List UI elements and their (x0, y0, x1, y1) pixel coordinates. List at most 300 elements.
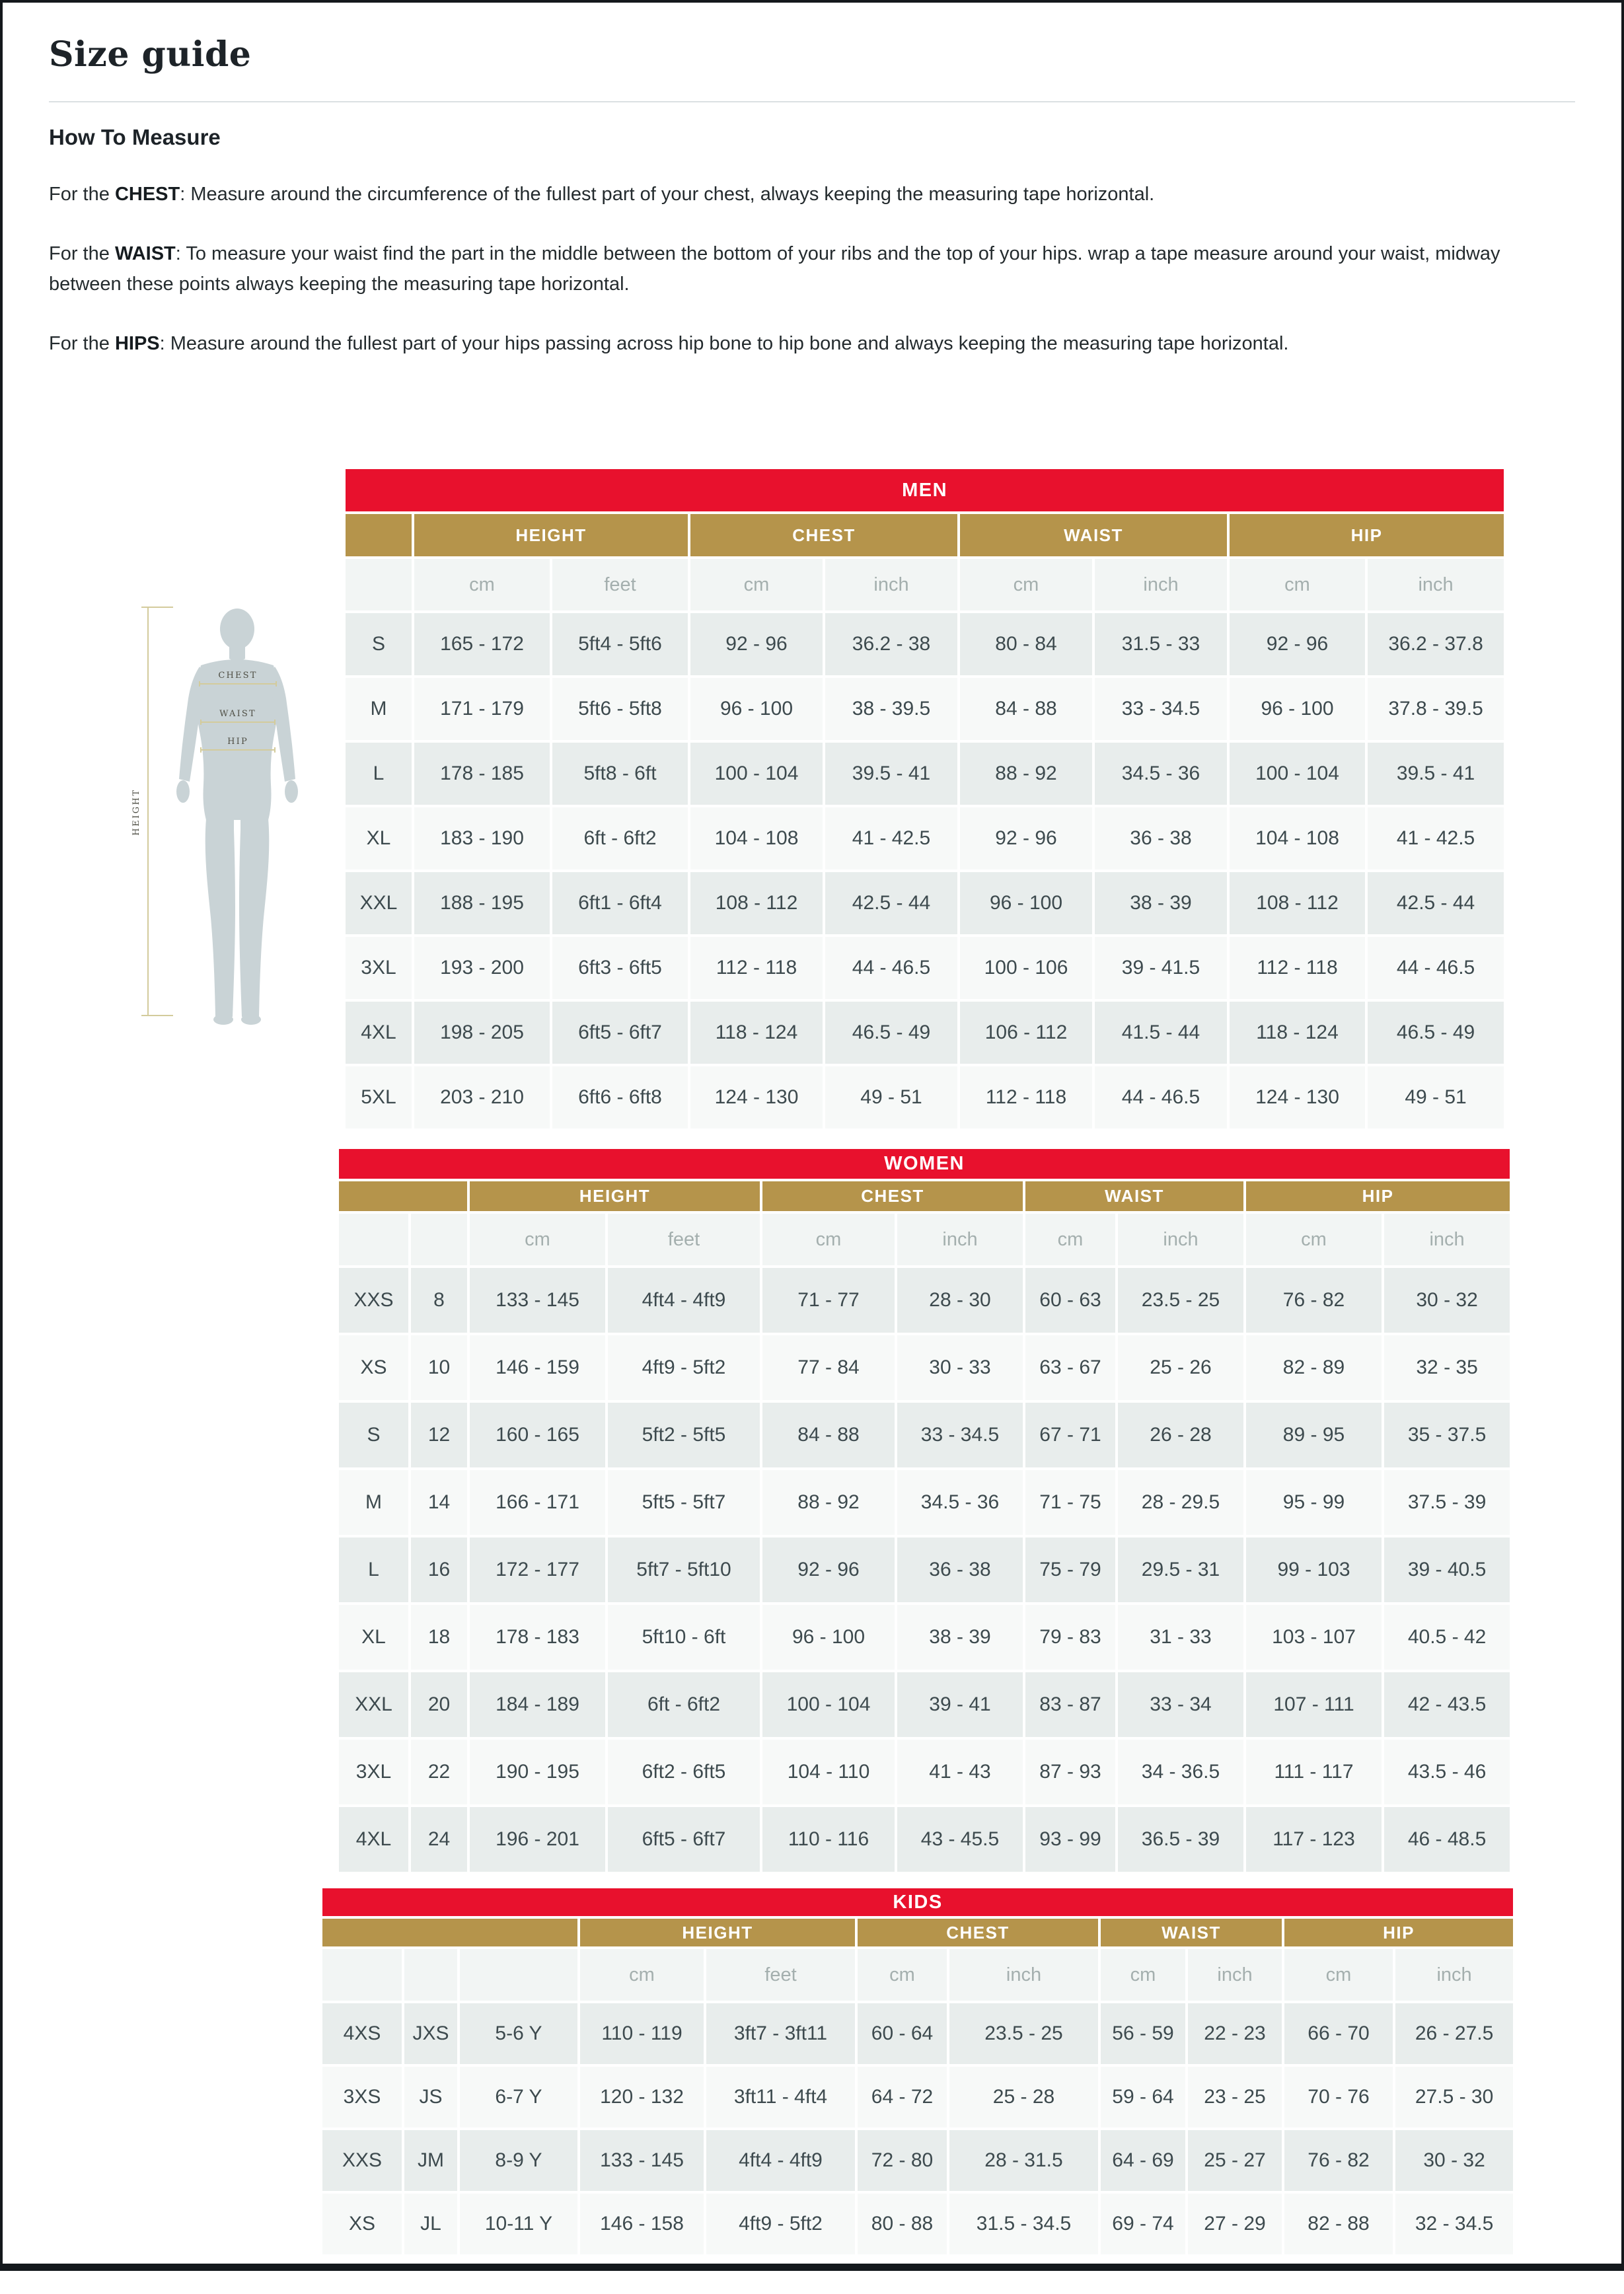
women-size-table-section (336, 1146, 1487, 1874)
figure-height-label: HEIGHT (131, 788, 141, 836)
measurement-cell: 46.5 - 49 (1368, 1002, 1504, 1064)
measurement-cell: 32 - 35 (1384, 1335, 1510, 1400)
measurement-cell: 100 - 104 (762, 1672, 895, 1737)
measurement-cell: 110 - 116 (762, 1807, 895, 1872)
measurement-cell: 49 - 51 (825, 1066, 957, 1128)
size-row (346, 872, 1504, 934)
measurement-cell: 117 - 123 (1246, 1807, 1382, 1872)
measurement-cell: 80 - 88 (858, 2194, 947, 2254)
unit-label: inch (1384, 1214, 1510, 1265)
size-label-cell: 8 (411, 1268, 467, 1333)
measure-term: CHEST (114, 184, 180, 205)
measurement-cell: 38 - 39.5 (825, 678, 957, 740)
how-to-measure-heading: How To Measure (49, 125, 221, 149)
measurement-cell: 41 - 42.5 (825, 807, 957, 870)
size-row (346, 1002, 1504, 1064)
size-label-cell: S (339, 1403, 408, 1467)
measurement-cell: 39.5 - 41 (825, 743, 957, 805)
size-row (339, 1807, 1510, 1872)
measurement-cell: 33 - 34.5 (897, 1403, 1023, 1467)
measurement-cell: 4ft4 - 4ft9 (706, 2130, 855, 2191)
measurement-cell: 66 - 70 (1284, 2003, 1393, 2064)
size-row (339, 1672, 1510, 1737)
measure-instruction: For the CHEST: Measure around the circumference of the fullest part of your chest, always keeping the measuring tape horizontal. (49, 184, 1155, 205)
size-row (322, 2003, 1513, 2064)
measurement-cell: 95 - 99 (1246, 1470, 1382, 1535)
measurement-cell: 92 - 96 (690, 613, 823, 675)
size-row (339, 1605, 1510, 1670)
size-label-cell: 16 (411, 1537, 467, 1602)
measurement-cell: 37.5 - 39 (1384, 1470, 1510, 1535)
measurement-cell: 60 - 64 (858, 2003, 947, 2064)
measurement-cell: 5ft4 - 5ft6 (552, 613, 688, 675)
size-row (346, 613, 1504, 675)
figure-chest-label: CHEST (218, 671, 258, 681)
measurement-cell: 25 - 27 (1188, 2130, 1282, 2191)
size-label-cell: 5-6 Y (460, 2003, 577, 2064)
measurement-cell: 43 - 45.5 (897, 1807, 1023, 1872)
measurement-cell: 28 - 31.5 (949, 2130, 1098, 2191)
size-label-cell: 3XS (322, 2067, 402, 2128)
measurement-cell: 92 - 96 (1230, 613, 1365, 675)
measurement-cell: 49 - 51 (1368, 1066, 1504, 1128)
table-banner-row (322, 1888, 1513, 1916)
measurement-cell: 92 - 96 (960, 807, 1092, 870)
measurement-cell: 6ft6 - 6ft8 (552, 1066, 688, 1128)
unit-label: cm (1025, 1214, 1115, 1265)
unit-label: feet (552, 559, 688, 610)
size-row (339, 1403, 1510, 1467)
size-label-cell: 4XS (322, 2003, 402, 2064)
measurement-cell: 36 - 38 (897, 1537, 1023, 1602)
measurement-cell: 40.5 - 42 (1384, 1605, 1510, 1670)
column-group-header: CHEST (762, 1181, 1023, 1211)
measurement-cell: 29.5 - 31 (1118, 1537, 1243, 1602)
measurement-cell: 103 - 107 (1246, 1605, 1382, 1670)
measurement-cell: 165 - 172 (414, 613, 550, 675)
measurement-cell: 60 - 63 (1025, 1268, 1115, 1333)
size-label-cell: 12 (411, 1403, 467, 1467)
group-header-spacer (322, 1919, 577, 1946)
measurement-cell: 93 - 99 (1025, 1807, 1115, 1872)
size-label-cell: 10 (411, 1335, 467, 1400)
measurement-cell: 41 - 42.5 (1368, 807, 1504, 870)
measurement-cell: 38 - 39 (897, 1605, 1023, 1670)
title-divider (49, 101, 1575, 102)
unit-label: cm (414, 559, 550, 610)
table-banner-row (346, 469, 1504, 511)
size-label-cell: 18 (411, 1605, 467, 1670)
measurement-cell: 160 - 165 (470, 1403, 605, 1467)
unit-label: cm (1230, 559, 1365, 610)
measurement-cell: 107 - 111 (1246, 1672, 1382, 1737)
unit-label: cm (580, 1949, 704, 2001)
measurement-cell: 22 - 23 (1188, 2003, 1282, 2064)
measurement-cell: 112 - 118 (690, 937, 823, 999)
measurement-cell: 79 - 83 (1025, 1605, 1115, 1670)
unit-label: cm (1101, 1949, 1185, 2001)
column-group-header: HIP (1284, 1919, 1513, 1946)
column-group-header: HIP (1230, 514, 1504, 556)
measurement-cell: 178 - 185 (414, 743, 550, 805)
column-group-header: WAIST (1101, 1919, 1282, 1946)
measurement-cell: 5ft5 - 5ft7 (608, 1470, 760, 1535)
column-group-header: WAIST (960, 514, 1227, 556)
column-group-header: HEIGHT (470, 1181, 760, 1211)
men-size-table-section (343, 466, 1483, 1131)
measurement-cell: 69 - 74 (1101, 2194, 1185, 2254)
measurement-cell: 41.5 - 44 (1095, 1002, 1227, 1064)
measurement-cell: 27 - 29 (1188, 2194, 1282, 2254)
unit-spacer (322, 1949, 402, 2001)
measurement-cell: 6ft5 - 6ft7 (552, 1002, 688, 1064)
measurement-cell: 100 - 104 (1230, 743, 1365, 805)
measurement-cell: 120 - 132 (580, 2067, 704, 2128)
group-header-row (339, 1181, 1510, 1211)
unit-label: cm (1284, 1949, 1393, 2001)
measurement-cell: 77 - 84 (762, 1335, 895, 1400)
size-label-cell: M (339, 1470, 408, 1535)
measurement-cell: 188 - 195 (414, 872, 550, 934)
measurement-cell: 124 - 130 (1230, 1066, 1365, 1128)
unit-label: inch (897, 1214, 1023, 1265)
measurement-cell: 63 - 67 (1025, 1335, 1115, 1400)
measurement-cell: 196 - 201 (470, 1807, 605, 1872)
measurement-cell: 42 - 43.5 (1384, 1672, 1510, 1737)
size-label-cell: S (346, 613, 412, 675)
measurement-cell: 6ft - 6ft2 (552, 807, 688, 870)
size-label-cell: 3XL (339, 1740, 408, 1804)
measurement-cell: 100 - 104 (690, 743, 823, 805)
column-group-header: WAIST (1025, 1181, 1243, 1211)
size-row (346, 743, 1504, 805)
measurement-cell: 25 - 26 (1118, 1335, 1243, 1400)
measurement-cell: 33 - 34.5 (1095, 678, 1227, 740)
measurement-cell: 104 - 108 (690, 807, 823, 870)
measurement-cell: 27.5 - 30 (1395, 2067, 1513, 2128)
size-row (346, 937, 1504, 999)
measurement-cell: 44 - 46.5 (825, 937, 957, 999)
column-group-header: HIP (1246, 1181, 1510, 1211)
size-label-cell: 3XL (346, 937, 412, 999)
measurement-cell: 6ft3 - 6ft5 (552, 937, 688, 999)
size-row (339, 1470, 1510, 1535)
measurement-cell: 71 - 75 (1025, 1470, 1115, 1535)
measurement-cell: 193 - 200 (414, 937, 550, 999)
measurement-cell: 6ft2 - 6ft5 (608, 1740, 760, 1804)
size-label-cell: 5XL (346, 1066, 412, 1128)
size-label-cell: JS (404, 2067, 457, 2128)
unit-label: cm (690, 559, 823, 610)
size-label-cell: L (346, 743, 412, 805)
measurement-cell: 64 - 72 (858, 2067, 947, 2128)
size-label-cell: JL (404, 2194, 457, 2254)
measurement-cell: 124 - 130 (690, 1066, 823, 1128)
measurement-cell: 34.5 - 36 (897, 1470, 1023, 1535)
measurement-cell: 84 - 88 (762, 1403, 895, 1467)
unit-label: inch (1368, 559, 1504, 610)
measurement-cell: 5ft6 - 5ft8 (552, 678, 688, 740)
size-label-cell: JM (404, 2130, 457, 2191)
size-row (346, 807, 1504, 870)
measurement-cell: 171 - 179 (414, 678, 550, 740)
unit-label: cm (858, 1949, 947, 2001)
measurement-cell: 26 - 28 (1118, 1403, 1243, 1467)
size-row (339, 1740, 1510, 1804)
kids-size-table-section (320, 1886, 1494, 2257)
measurement-cell: 76 - 82 (1284, 2130, 1393, 2191)
women-size-table (336, 1146, 1512, 1874)
unit-spacer (460, 1949, 577, 2001)
measure-paragraphs (49, 179, 1575, 359)
measurement-cell: 33 - 34 (1118, 1672, 1243, 1737)
table-title: KIDS (322, 1888, 1513, 1916)
height-measure-line (141, 607, 173, 1016)
measurement-cell: 190 - 195 (470, 1740, 605, 1804)
measurement-cell: 6ft5 - 6ft7 (608, 1807, 760, 1872)
size-label-cell: XL (346, 807, 412, 870)
size-row (346, 1066, 1504, 1128)
measurement-cell: 31 - 33 (1118, 1605, 1243, 1670)
size-label-cell: XXS (339, 1268, 408, 1333)
size-row (322, 2067, 1513, 2128)
size-label-cell: 24 (411, 1807, 467, 1872)
size-label-cell: XL (339, 1605, 408, 1670)
measurement-cell: 108 - 112 (690, 872, 823, 934)
measure-term: WAIST (114, 243, 176, 264)
measurement-cell: 203 - 210 (414, 1066, 550, 1128)
unit-spacer (404, 1949, 457, 2001)
measurement-cell: 4ft9 - 5ft2 (706, 2194, 855, 2254)
measurement-cell: 80 - 84 (960, 613, 1092, 675)
measurement-cell: 36.5 - 39 (1118, 1807, 1243, 1872)
measurement-cell: 118 - 124 (690, 1002, 823, 1064)
size-label-cell: M (346, 678, 412, 740)
measurement-cell: 96 - 100 (960, 872, 1092, 934)
measurement-cell: 89 - 95 (1246, 1403, 1382, 1467)
unit-label: inch (1188, 1949, 1282, 2001)
measurement-cell: 75 - 79 (1025, 1537, 1115, 1602)
measurement-cell: 99 - 103 (1246, 1537, 1382, 1602)
unit-label: inch (1118, 1214, 1243, 1265)
size-label-cell: 6-7 Y (460, 2067, 577, 2128)
group-header-row (346, 514, 1504, 556)
size-label-cell: 20 (411, 1672, 467, 1737)
unit-spacer (339, 1214, 408, 1265)
measurement-cell: 178 - 183 (470, 1605, 605, 1670)
measurement-cell: 43.5 - 46 (1384, 1740, 1510, 1804)
measurement-cell: 96 - 100 (690, 678, 823, 740)
measurement-cell: 42.5 - 44 (1368, 872, 1504, 934)
measurement-cell: 96 - 100 (1230, 678, 1365, 740)
measurement-cell: 23 - 25 (1188, 2067, 1282, 2128)
measurement-cell: 88 - 92 (960, 743, 1092, 805)
measurement-cell: 39.5 - 41 (1368, 743, 1504, 805)
measurement-cell: 23.5 - 25 (949, 2003, 1098, 2064)
measurement-cell: 84 - 88 (960, 678, 1092, 740)
size-row (339, 1537, 1510, 1602)
table-title: MEN (346, 469, 1504, 511)
unit-label: feet (706, 1949, 855, 2001)
measurement-cell: 72 - 80 (858, 2130, 947, 2191)
measurement-cell: 46.5 - 49 (825, 1002, 957, 1064)
measurement-cell: 111 - 117 (1246, 1740, 1382, 1804)
measurement-cell: 6ft1 - 6ft4 (552, 872, 688, 934)
size-label-cell: 10-11 Y (460, 2194, 577, 2254)
measurement-cell: 59 - 64 (1101, 2067, 1185, 2128)
measurement-cell: 104 - 108 (1230, 807, 1365, 870)
measurement-cell: 30 - 32 (1395, 2130, 1513, 2191)
measurement-cell: 83 - 87 (1025, 1672, 1115, 1737)
size-label-cell: 22 (411, 1740, 467, 1804)
measurement-cell: 4ft4 - 4ft9 (608, 1268, 760, 1333)
measurement-cell: 44 - 46.5 (1368, 937, 1504, 999)
measurement-cell: 166 - 171 (470, 1470, 605, 1535)
figure-waist-label: WAIST (219, 709, 256, 719)
size-label-cell: 4XL (339, 1807, 408, 1872)
size-label-cell: XS (339, 1335, 408, 1400)
size-label-cell: XS (322, 2194, 402, 2254)
size-label-cell: XXL (346, 872, 412, 934)
table-banner-row (339, 1149, 1510, 1179)
measurement-cell: 92 - 96 (762, 1537, 895, 1602)
measurement-cell: 172 - 177 (470, 1537, 605, 1602)
measurement-cell: 3ft11 - 4ft4 (706, 2067, 855, 2128)
unit-row (322, 1949, 1513, 2001)
unit-label: inch (825, 559, 957, 610)
measurement-cell: 112 - 118 (960, 1066, 1092, 1128)
measurement-cell: 82 - 89 (1246, 1335, 1382, 1400)
measurement-cell: 6ft - 6ft2 (608, 1672, 760, 1737)
measurement-cell: 26 - 27.5 (1395, 2003, 1513, 2064)
size-row (322, 2130, 1513, 2191)
unit-spacer (411, 1214, 467, 1265)
measurement-cell: 37.8 - 39.5 (1368, 678, 1504, 740)
size-label-cell: 14 (411, 1470, 467, 1535)
measure-instruction: For the HIPS: Measure around the fullest part of your hips passing across hip bone to hip bone and always keeping the measuring tape horizontal. (49, 333, 1289, 354)
measurement-cell: 30 - 33 (897, 1335, 1023, 1400)
measurement-cell: 46 - 48.5 (1384, 1807, 1510, 1872)
body-measurement-figure (95, 599, 320, 1025)
measurement-cell: 25 - 28 (949, 2067, 1098, 2128)
measurement-cell: 36 - 38 (1095, 807, 1227, 870)
measure-instruction: For the WAIST: To measure your waist find the part in the middle between the bottom of your ribs and the top of your hips. wrap a tape measure around your waist, midway between these points always keeping the measuring tape horizontal. (49, 243, 1500, 295)
measurement-cell: 82 - 88 (1284, 2194, 1393, 2254)
measurement-cell: 56 - 59 (1101, 2003, 1185, 2064)
measurement-cell: 88 - 92 (762, 1470, 895, 1535)
measurement-cell: 30 - 32 (1384, 1268, 1510, 1333)
group-header-spacer (339, 1181, 467, 1211)
unit-row (339, 1214, 1510, 1265)
measurement-cell: 106 - 112 (960, 1002, 1092, 1064)
size-label-cell: L (339, 1537, 408, 1602)
measurement-cell: 5ft2 - 5ft5 (608, 1403, 760, 1467)
size-row (322, 2194, 1513, 2254)
measurement-cell: 87 - 93 (1025, 1740, 1115, 1804)
measurement-cell: 36.2 - 38 (825, 613, 957, 675)
unit-label: inch (1395, 1949, 1513, 2001)
measurement-cell: 3ft7 - 3ft11 (706, 2003, 855, 2064)
measurement-cell: 5ft10 - 6ft (608, 1605, 760, 1670)
size-label-cell: XXL (339, 1672, 408, 1737)
measurement-cell: 44 - 46.5 (1095, 1066, 1227, 1128)
unit-label: cm (1246, 1214, 1382, 1265)
measurement-cell: 146 - 158 (580, 2194, 704, 2254)
measurement-cell: 104 - 110 (762, 1740, 895, 1804)
column-group-header: CHEST (858, 1919, 1098, 1946)
measurement-cell: 36.2 - 37.8 (1368, 613, 1504, 675)
unit-label: cm (762, 1214, 895, 1265)
measurement-cell: 34 - 36.5 (1118, 1740, 1243, 1804)
size-label-cell: 8-9 Y (460, 2130, 577, 2191)
measurement-cell: 67 - 71 (1025, 1403, 1115, 1467)
size-row (346, 678, 1504, 740)
unit-spacer (346, 559, 412, 610)
group-header-row (322, 1919, 1513, 1946)
measurement-cell: 184 - 189 (470, 1672, 605, 1737)
measurement-cell: 34.5 - 36 (1095, 743, 1227, 805)
measurement-cell: 5ft7 - 5ft10 (608, 1537, 760, 1602)
measurement-cell: 133 - 145 (580, 2130, 704, 2191)
measurement-cell: 108 - 112 (1230, 872, 1365, 934)
unit-label: cm (470, 1214, 605, 1265)
kids-size-table (320, 1886, 1516, 2257)
measurement-cell: 71 - 77 (762, 1268, 895, 1333)
measurement-cell: 118 - 124 (1230, 1002, 1365, 1064)
unit-label: inch (1095, 559, 1227, 610)
measurement-cell: 112 - 118 (1230, 937, 1365, 999)
unit-label: feet (608, 1214, 760, 1265)
measurement-cell: 183 - 190 (414, 807, 550, 870)
men-size-table (343, 466, 1506, 1131)
size-label-cell: JXS (404, 2003, 457, 2064)
measurement-cell: 39 - 41 (897, 1672, 1023, 1737)
measurement-cell: 42.5 - 44 (825, 872, 957, 934)
measurement-cell: 39 - 40.5 (1384, 1537, 1510, 1602)
size-label-cell: 4XL (346, 1002, 412, 1064)
measurement-cell: 41 - 43 (897, 1740, 1023, 1804)
size-row (339, 1268, 1510, 1333)
measurement-cell: 198 - 205 (414, 1002, 550, 1064)
measurement-cell: 23.5 - 25 (1118, 1268, 1243, 1333)
size-row (339, 1335, 1510, 1400)
measurement-cell: 70 - 76 (1284, 2067, 1393, 2128)
unit-label: inch (949, 1949, 1098, 2001)
measurement-cell: 110 - 119 (580, 2003, 704, 2064)
measurement-cell: 31.5 - 33 (1095, 613, 1227, 675)
measurement-cell: 39 - 41.5 (1095, 937, 1227, 999)
measurement-cell: 146 - 159 (470, 1335, 605, 1400)
measurement-cell: 64 - 69 (1101, 2130, 1185, 2191)
unit-label: cm (960, 559, 1092, 610)
measurement-cell: 96 - 100 (762, 1605, 895, 1670)
measurement-cell: 35 - 37.5 (1384, 1403, 1510, 1467)
column-group-header: CHEST (690, 514, 957, 556)
measurement-cell: 28 - 30 (897, 1268, 1023, 1333)
unit-row (346, 559, 1504, 610)
page-title: Size guide (49, 34, 252, 75)
measure-term: HIPS (114, 333, 160, 354)
measurement-cell: 31.5 - 34.5 (949, 2194, 1098, 2254)
measurement-cell: 76 - 82 (1246, 1268, 1382, 1333)
measurement-cell: 32 - 34.5 (1395, 2194, 1513, 2254)
size-label-cell: XXS (322, 2130, 402, 2191)
measurement-cell: 4ft9 - 5ft2 (608, 1335, 760, 1400)
measurement-cell: 5ft8 - 6ft (552, 743, 688, 805)
column-group-header: HEIGHT (580, 1919, 855, 1946)
table-title: WOMEN (339, 1149, 1510, 1179)
column-group-header: HEIGHT (414, 514, 688, 556)
